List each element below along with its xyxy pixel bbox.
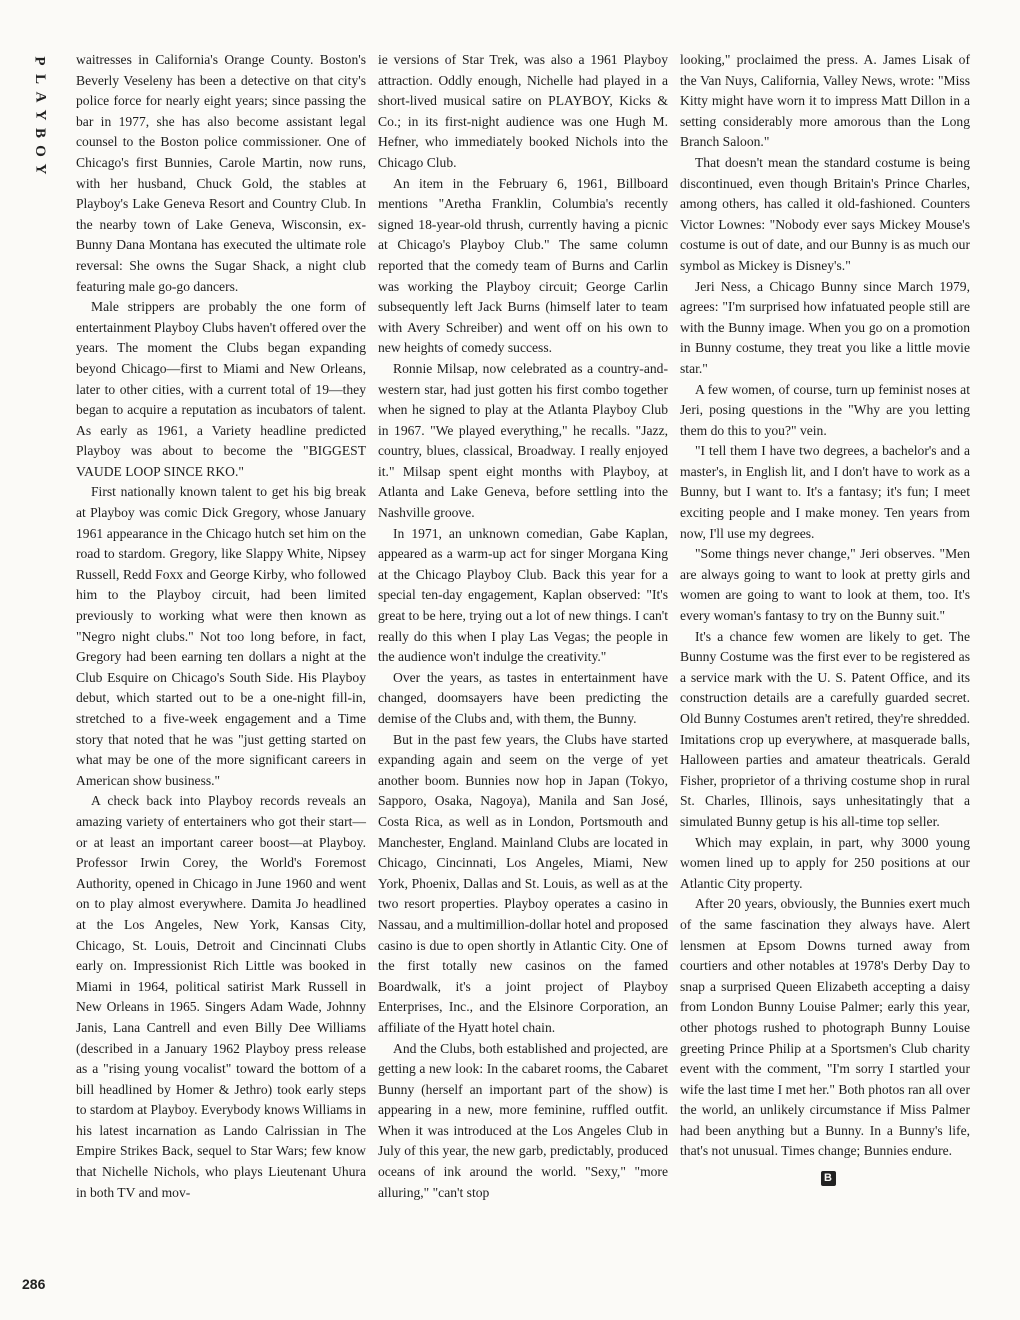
bunny-end-mark-icon: B bbox=[821, 1171, 836, 1186]
article-column-3 bbox=[680, 50, 970, 1189]
article-paragraph: Over the years, as tastes in entertainment have changed, doomsayers have been predicting the demise of the Clubs and, with them, the Bunny. bbox=[378, 669, 668, 726]
article-paragraph: Ronnie Milsap, now celebrated as a country-and-western star, had just gotten his first combo together when he signed to play at the Atlanta Playboy Club in 1967. "We played everything," he recalls. "Jazz, country, blues, classical, Broadway. I really enjoyed it." Milsap spent eight months with Playboy, at Atlanta and Lake Geneva, before settling into the Nashville groove. bbox=[378, 360, 668, 521]
masthead-letter: Y bbox=[32, 109, 48, 121]
article-paragraph: ie versions of Star Trek, was also a 1961 Playboy attraction. Oddly enough, Nichelle had played in a short-lived musical satire on PLAYBOY, Kicks & Co.; in its first-night audience was one Hugh M. Hefner, who immediately booked Nichols into the Chicago Club. bbox=[378, 52, 668, 170]
masthead-letter: O bbox=[31, 145, 48, 157]
article-paragraph: Jeri Ness, a Chicago Bunny since March 1979, agrees: "I'm surprised how infatuated people still are with the Bunny image. When you go on a promotion in Bunny costume, they treat you like a little movie star." bbox=[680, 278, 970, 376]
article-paragraph: Male strippers are probably the one form of entertainment Playboy Clubs haven't offered over the years. The moment the Clubs began expanding beyond Chicago—first to Miami and New Orleans, later to other cities, with a current total of 19—they began to acquire a reputation as incubators of talent. As early as 1961, a Variety headline predicted Playboy was about to become the "BIGGEST VAUDE LOOP SINCE RKO." bbox=[76, 299, 366, 479]
article-paragraph: In 1971, an unknown comedian, Gabe Kaplan, appeared as a warm-up act for singer Morgana King at the Chicago Playboy Club. Back this year for a special ten-day engagement, Kaplan observed: "It's great to be here, trying out a lot of new things. I can't really do this when I play Las Vegas; the people in the audience won't indulge the creativity." bbox=[378, 525, 668, 665]
article-paragraph: Which may explain, in part, why 3000 young women lined up to apply for 250 positions at our Atlantic City property. bbox=[680, 834, 970, 891]
article-paragraph: A few women, of course, turn up feminist noses at Jeri, posing questions in the "Why are you letting them do this to you?" vein. bbox=[680, 381, 970, 438]
masthead-letter: A bbox=[32, 91, 48, 103]
article-paragraph: That doesn't mean the standard costume is being discontinued, even though Britain's Prince Charles, among others, has called it old-fashioned. Counters Victor Lownes: "Nobody ever says Mickey Mouse's costume is out of date, and our Bunny is as much our symbol as Mickey is Disney's." bbox=[680, 154, 970, 273]
article-paragraph: And the Clubs, both established and projected, are getting a new look: In the cabaret rooms, the Cabaret Bunny (herself an important part of the show) is appearing in a new, more feminine, ruffled outfit. When it was introduced at the Los Angeles Club in July of this year, the new garb, predictably, produced oceans of ink around the world. "Sexy," "more alluring," "can't stop bbox=[378, 1040, 668, 1200]
masthead-letter: L bbox=[31, 73, 48, 85]
article-paragraph: "Some things never change," Jeri observes. "Men are always going to want to look at pretty girls and women are going to want to look at them, too. It's every woman's fantasy to try on the Bunny suit." bbox=[680, 546, 970, 624]
article-column-2 bbox=[378, 50, 668, 1203]
masthead-letter: B bbox=[31, 127, 48, 139]
magazine-masthead bbox=[26, 52, 50, 178]
article-paragraph: First nationally known talent to get his big break at Playboy was comic Dick Gregory, whose January 1961 appearance in the Chicago hutch set him on the road to stardom. Gregory, like Slappy White, Nipsey Russell, Redd Foxx and George Kirby, who followed him to the Playboy circuit, had been limited previously to working what were then known as "Negro night clubs." Not too long before, in fact, Gregory had been earning ten dollars a night at the Club Esquire on Chicago's South Side. His Playboy debut, which started out to be a one-night fill-in, stretched to a five-week engagement and a Time story that noted that he was "just getting started on what may be one of the more significant careers in American show business." bbox=[76, 484, 366, 788]
article-paragraph: But in the past few years, the Clubs have started expanding again and seem on the verge of yet another boom. Bunnies now hop in Japan (Tokyo, Sapporo, Osaka, Nagoya), Manila and San José, Costa Rica, as well as in London, Portsmouth and Manchester, England. Mainland Clubs are located in Chicago, Cincinnati, Los Angeles, Miami, New York, Phoenix, Dallas and St. Louis, as well as at the two resort properties. Playboy operates a casino in Nassau, and a multimillion-dollar hotel and proposed casino is due to open shortly in Atlantic City. One of the first totally new casinos on the famed Boardwalk, it's a joint project of Playboy Enterprises, Inc., and the Elsinore Corporation, an affiliate of the Hyatt hotel chain. bbox=[378, 731, 668, 1035]
article-paragraph: looking," proclaimed the press. A. James Lisak of the Van Nuys, California, Valley News, wrote: "Miss Kitty might have worn it to impress Matt Dillon in a setting considerably more amorous than the Long Branch Saloon." bbox=[680, 52, 970, 150]
masthead-letter: Y bbox=[32, 163, 48, 175]
article-paragraph: It's a chance few women are likely to get. The Bunny Costume was the first ever to be registered as a service mark with the U. S. Patent Office, and its construction details are a carefully guarded secret. Old Bunny Costumes aren't retired, they're shredded. Imitations crop up everywhere, at masquerade balls, Halloween parties and amateur theatricals. Gerald Fisher, proprietor of a thriving costume shop in rural St. Charles, Illinois, says unhesitatingly that a simulated Bunny getup is his all-time top seller. bbox=[680, 628, 970, 829]
article-paragraph: An item in the February 6, 1961, Billboard mentions "Aretha Franklin, Columbia's recently signed 18-year-old thrush, currently having a picnic at Chicago's Playboy Club." The same column reported that the comedy team of Burns and Carlin was working the Playboy circuit; George Carlin subsequently left Jack Burns (himself later to team with Avery Schreiber) and went off on his own to new heights of comedy success. bbox=[378, 175, 668, 356]
article-paragraph: waitresses in California's Orange County. Boston's Beverly Veseleny has been a detective on that city's police force for nearly eight years; since passing the bar in 1977, she has also become assistant legal counsel to the Boston police commissioner. One of Chicago's first Bunnies, Carole Martin, now runs, with her husband, Chuck Gold, the stables at Playboy's Lake Geneva Resort and Country Club. In the nearby town of Lake Geneva, Wisconsin, ex-Bunny Dana Montana has executed the ultimate role reversal: She owns the Sugar Shack, a night club featuring male go-go dancers. bbox=[76, 52, 366, 294]
article-paragraph: After 20 years, obviously, the Bunnies exert much of the same fascination they always have. Alert lensmen at Epsom Downs turned away from courtiers and other notables at 1978's Derby Day to snap a surprised Queen Elizabeth accepting a daisy from London Bunny Louise Palmer; early this year, other photogs rushed to photograph Bunny Louise greeting Prince Philip at a Sportsmen's Club charity event with the comment, "I'm sorry I startled your wife the last time I met her." Both photos ran all over the world, an unlikely circumstance if Miss Palmer had been anything but a Bunny. In a Bunny's life, that's not unusual. Times change; Bunnies endure. bbox=[680, 896, 970, 1159]
masthead-letter: P bbox=[31, 56, 48, 66]
article-paragraph: "I tell them I have two degrees, a bachelor's and a master's, in English lit, and I don't have to work as a Bunny, but I want to. It's a fantasy; it's fun; I meet exciting people and I make money. Ten years from now, I'll use my degrees. bbox=[680, 443, 970, 541]
article-paragraph: A check back into Playboy records reveals an amazing variety of entertainers who got their start—or at least an important career boost—at Playboy. Professor Irwin Corey, the World's Foremost Authority, opened in Chicago in June 1960 and went on to play almost everywhere. Damita Jo headlined at the Los Angeles, New York, Kansas City, Chicago, St. Louis, Detroit and Cincinnati Clubs early on. Impressionist Rich Little was booked in Miami in 1964, political satirist Mark Russell in New Orleans in 1965. Singers Adam Wade, Johnny Janis, Lana Cantrell and even Billy Dee Williams (described in a January 1962 Playboy press release as a "rising young vocalist" toward the bottom of a bill headlined by Homer & Jethro) took early steps to stardom at Playboy. Everybody knows Williams in his latest incarnation as Lando Calrissian in The Empire Strikes Back, sequel to Star Wars; few know that Nichelle Nichols, who plays Lieutenant Uhura in both TV and mov- bbox=[76, 793, 366, 1200]
article-column-1 bbox=[76, 50, 366, 1203]
page-number: 286 bbox=[22, 1276, 46, 1292]
